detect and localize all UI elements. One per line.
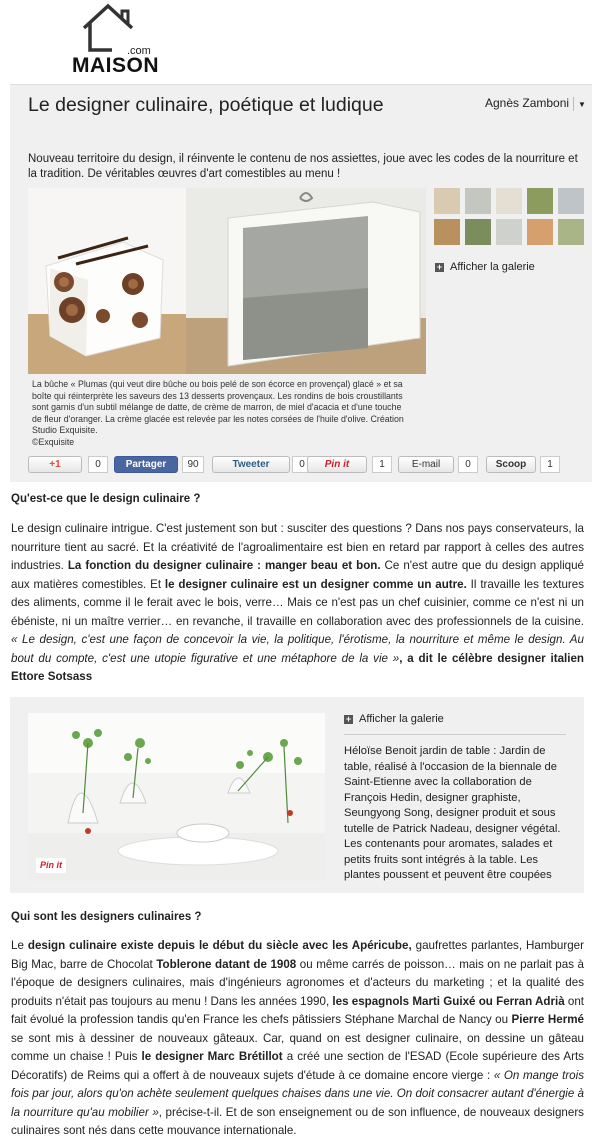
thumbnail[interactable] [434,188,460,214]
caption-text: La bûche « Plumas (qui veut dire bûche ou bois pelé de son écorce en provençal) glacé » et sa boîte qui réinterprète les saveurs des 13 desserts provençaux. Les rondins de bois croustillants sont garnis d'un subtil mélange de datte, de crème de marron, de miel d'acacia et d'une touche de fleur d'oranger. La crème glacée est relevée par les notes corsées de l'huile d'olive. Création Studio Exquisite. [32,379,404,435]
article-paragraph [11,937,584,1141]
divider [344,734,566,735]
bold-text: le designer culinaire est un designer comme un autre. [164,577,467,591]
article-lead: Nouveau territoire du design, il réinvente le contenu de nos assiettes, joue avec les codes de la nourriture et la tradition. De véritables œuvres d'art comestibles au menu ! [28,153,578,180]
section-heading: Qui sont les designers culinaires ? [11,911,202,923]
email-count: 0 [458,456,478,473]
text: Le [11,939,28,952]
facebook-share-button[interactable]: Partager [114,456,178,473]
bold-text: les espagnols Marti Guixé ou Ferran Adrià [332,994,565,1008]
article-paragraph [11,520,584,687]
google-plus-count: 0 [88,456,108,473]
chevron-down-icon[interactable]: ▼ [578,100,586,109]
image-caption [32,379,412,448]
gallery-box [10,697,584,893]
table-garden-image[interactable] [28,713,325,881]
bold-text: le designer Marc Brétillot [141,1050,283,1063]
bold-text: Toblerone datant de 1908 [156,957,297,971]
thumbnail[interactable] [496,219,522,245]
show-gallery-label[interactable]: Afficher la galerie [450,261,535,273]
tweet-count: 0 [292,456,312,473]
pin-it-button[interactable]: Pin it [36,858,66,873]
article-header [10,84,592,482]
text: se sont mis à dessiner de nouveaux gâteaux. Car, quand on est designer culinaire, on dessine un gâteau comme un chaise ! Puis [11,1031,584,1063]
google-plus-button[interactable]: +1 [28,456,82,473]
facebook-share-count: 90 [182,456,204,473]
pinterest-button[interactable]: Pin it [307,456,367,473]
show-gallery-link[interactable] [435,261,535,273]
thumbnail[interactable] [465,188,491,214]
show-gallery-label[interactable]: Afficher la galerie [359,713,444,725]
thumbnail[interactable] [558,188,584,214]
text: a créé une section de l'ESAD (Ecole supérieure des Arts Décoratifs) de Reims qui a offert à de nouveaux sujets d'étude à ce domaine encore vierge : [11,1050,584,1082]
email-button[interactable]: E-mail [398,456,454,473]
text: ont fait évolué la profession tandis qu'en France les chefs pâtissiers Stéphane Marchal de Nancy ou [11,994,585,1026]
image-caption: Héloïse Benoit jardin de table : Jardin de table, réalisé à l'occasion de la biennale de Saint-Etienne avec la collaboration de François Hedin, designer graphiste, Seungyong Song, designer produit et sous tutelle de Patrick Nadeau, designer végétal. Les contenants pour aromates, salades et petits fruits sont intégrés à la table. Les plantes poussent et peuvent être coupées [344,745,561,881]
plus-icon: + [345,714,352,724]
bold-text: Pierre Hermé [511,1013,584,1026]
thumbnail[interactable] [527,188,553,214]
scoopit-count: 1 [540,456,560,473]
bold-text: , a dit le célèbre designer italien Ettore Sotsass [11,651,584,683]
thumbnail[interactable] [496,188,522,214]
text: Le design culinaire intrigue. C'est justement son but : susciter des questions ? Dans nos pays conservateurs, la nourriture tient au sacré. Et la créativité de l'agroalimentaire est bien en retard par rapport à celles des autres industries. [11,522,584,572]
show-gallery-link[interactable] [344,713,444,725]
bold-text: La fonction du designer culinaire : manger beau et bon. [67,559,381,572]
share-bar [28,456,588,473]
logo-name: MAISON [72,54,159,77]
plus-icon: + [436,262,443,272]
author-menu[interactable] [485,96,586,111]
site-logo[interactable] [72,0,162,78]
quote-text: « On mange trois fois par jour, alors qu'on achète seulement quelques chaises dans une vie. On doit consacrer autant d'énergie à la nourriture qu'au mobilier » [11,1068,584,1119]
text: gaufrettes parlantes, Hamburger Big Mac, barre de Chocolat [11,939,584,971]
main-image[interactable] [28,188,426,374]
article-title: Le designer culinaire, poétique et ludique [28,94,384,116]
text: ou même carrés de poisson… mais on ne parlait pas à l'époque de designers culinaires, mais d'ingénieurs agronomes et d'acteurs du marketing ; et la qualité des produits n'était pas toujours au menu ! Dans les années 1990, [11,957,584,1008]
section-heading: Qu'est-ce que le design culinaire ? [11,493,201,505]
caption-credit: ©Exquisite [32,436,75,447]
quote-text: « Le design, c'est une façon de concevoir la vie, la politique, l'érotisme, la nourriture et même le design. Au bout du compte, c'est une utopie figurative et une métaphore de la vie » [11,633,584,665]
tweet-button[interactable]: Tweeter [212,456,290,473]
author-name[interactable]: Agnès Zamboni [485,96,570,110]
text: Il travaille les textures des aliments, comme il le ferait avec le bois, verre… Mais ce n'est pas un chef cuisinier, comme ce n'est ni un ébéniste, ni un maître verrier… en revanche, il travaille en collaboration avec des professionnels de la cuisine. [11,577,584,628]
text: Ce n'est autre que du design appliqué aux matières comestibles. Et [11,559,585,591]
thumbnail[interactable] [465,219,491,245]
thumbnail[interactable] [434,219,460,245]
pinterest-count: 1 [372,456,392,473]
thumbnail[interactable] [558,219,584,245]
logo-com: .com [127,45,151,57]
thumbnail[interactable] [527,219,553,245]
text: , précise-t-il. Et de son enseignement ou de son influence, de nouveaux designers culinaires sont nés dans cette mouvance internationale. [11,1105,584,1137]
bold-text: design culinaire existe depuis le début du siècle avec les Apéricube, [27,939,412,952]
scoopit-button[interactable]: Scoop [486,456,536,473]
